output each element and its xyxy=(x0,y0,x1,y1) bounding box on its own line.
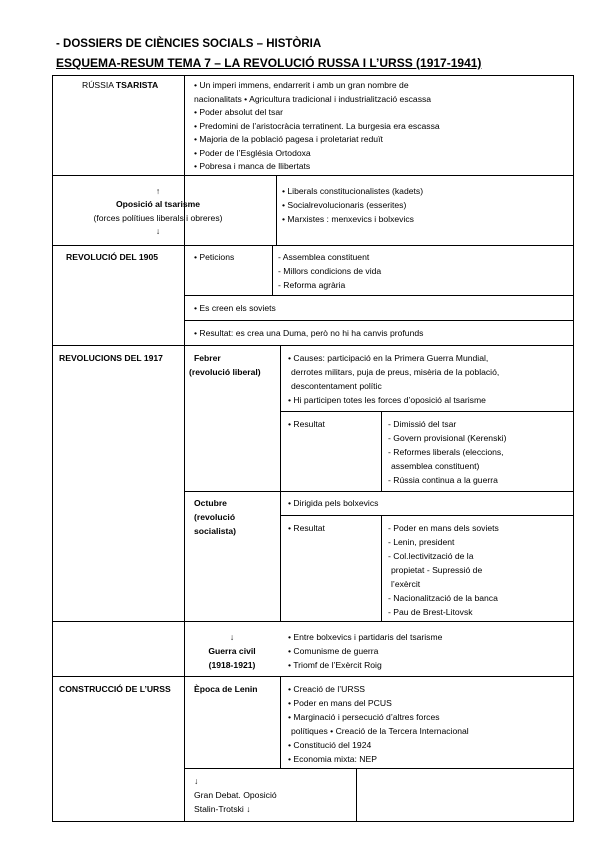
octubre-resultat-label: • Resultat xyxy=(288,523,325,533)
list-item: - Nacionalització de la banca xyxy=(388,593,498,603)
octubre-title: Octubre xyxy=(194,498,227,508)
opposition-title: Oposició al tsarisme xyxy=(115,199,201,209)
list-item: • Predomini de l’aristocràcia terratinent. La burgesia era escassa xyxy=(194,120,440,131)
list-item: polítiques • Creació de la Tercera Internacional xyxy=(291,726,469,736)
list-item: - Reforma agrària xyxy=(278,280,346,290)
list-item: - Reformes liberals (eleccions, xyxy=(388,447,504,457)
arrow-up-icon: ↑ xyxy=(155,186,161,196)
urss-label: CONSTRUCCIÓ DE L’URSS xyxy=(59,684,171,694)
list-item: • Triomf de l’Exèrcit Roig xyxy=(288,660,382,670)
list-item: • Hi participen totes les forces d’oposició al tsarisme xyxy=(288,395,486,405)
dirigida-text: • Dirigida pels bolxevics xyxy=(288,498,379,508)
opposition-subtitle: (forces polítiues liberals i obreres) xyxy=(93,213,223,223)
duma-result: • Resultat: es crea una Duma, però no hi ha canvis profunds xyxy=(194,328,424,338)
list-item: nacionalitats • Agricultura tradicional i industrialització escassa xyxy=(194,93,432,104)
list-item: • Marxistes : menxevics i bolxevics xyxy=(282,214,414,224)
soviets-text: • Es creen els soviets xyxy=(194,303,276,313)
octubre-subtitle: (revolució xyxy=(194,512,236,522)
list-item: • Entre bolxevics i partidaris del tsarisme xyxy=(288,632,443,642)
list-item: • Socialrevolucionaris (esserites) xyxy=(282,200,407,210)
rev1905-label: REVOLUCIÓ DEL 1905 xyxy=(66,252,159,262)
list-item: • Economia mixta: NEP xyxy=(288,754,377,764)
civil-war-years: (1918-1921) xyxy=(208,660,256,670)
list-item: • Comunisme de guerra xyxy=(288,646,379,656)
list-item: - Govern provisional (Kerenski) xyxy=(388,433,507,443)
list-item: • Liberals constitucionalistes (kadets) xyxy=(282,186,424,196)
header-title: - DOSSIERS DE CIÈNCIES SOCIALS – HISTÒRIA xyxy=(56,38,322,50)
civil-war-title: Guerra civil xyxy=(208,646,256,656)
list-item: - Col.lectivització de la xyxy=(388,551,474,561)
list-item: descontentament polític xyxy=(291,381,382,391)
header-subtitle: ESQUEMA-RESUM TEMA 7 – LA REVOLUCIÓ RUSSA I L’URSS (1917-1941) xyxy=(56,56,482,70)
debate-title: Gran Debat. Oposició xyxy=(194,790,277,800)
list-item: • Un imperi immens, endarrerit i amb un gran nombre de xyxy=(194,80,409,90)
summary-table xyxy=(52,75,574,822)
list-item: derrotes militars, puja de preus, misèria de la població, xyxy=(291,367,500,377)
peticions-label: • Peticions xyxy=(194,252,235,262)
debate-subtitle: Stalin-Trotski ↓ xyxy=(194,804,251,814)
list-item: • Poder de l’Església Ortodoxa xyxy=(194,147,311,158)
list-item: - Millors condicions de vida xyxy=(278,266,382,276)
arrow-down-icon: ↓ xyxy=(229,632,235,642)
list-item: l’exèrcit xyxy=(391,579,421,589)
list-item: • Poder absolut del tsar xyxy=(194,107,283,117)
list-item: • Poder en mans del PCUS xyxy=(288,698,392,708)
list-item: • Marginació i persecució d’altres forces xyxy=(288,712,440,722)
list-item: • Majoria de la població pagesa i proletariat reduït xyxy=(194,134,383,144)
list-item: - Assemblea constituent xyxy=(278,252,370,262)
list-item: - Lenin, president xyxy=(388,537,455,547)
febrer-title: Febrer xyxy=(194,353,221,363)
list-item: - Poder en mans dels soviets xyxy=(388,523,499,533)
febrer-resultat-label: • Resultat xyxy=(288,419,325,429)
list-item: • Constitució del 1924 xyxy=(288,740,372,750)
list-item: • Creació de l’URSS xyxy=(288,684,366,694)
arrow-down-icon: ↓ xyxy=(155,226,161,236)
list-item: propietat - Supressió de xyxy=(391,565,483,575)
list-item: assemblea constituent) xyxy=(391,461,480,471)
list-item: - Dimissió del tsar xyxy=(388,419,457,429)
list-item: • Causes: participació en la Primera Guerra Mundial, xyxy=(288,353,489,363)
list-item: • Pobresa i manca de llibertats xyxy=(194,161,311,171)
octubre-subtitle: socialista) xyxy=(194,526,237,536)
russia-label: RÚSSIA TSARISTA xyxy=(82,80,159,90)
list-item: - Rússia continua a la guerra xyxy=(388,475,498,485)
rev1917-label: REVOLUCIONS DEL 1917 xyxy=(59,353,163,363)
lenin-era-title: Època de Lenin xyxy=(194,684,258,694)
arrow-down-icon: ↓ xyxy=(194,776,199,786)
list-item: - Pau de Brest-Litovsk xyxy=(388,607,473,617)
febrer-subtitle: (revolució liberal) xyxy=(189,367,261,377)
